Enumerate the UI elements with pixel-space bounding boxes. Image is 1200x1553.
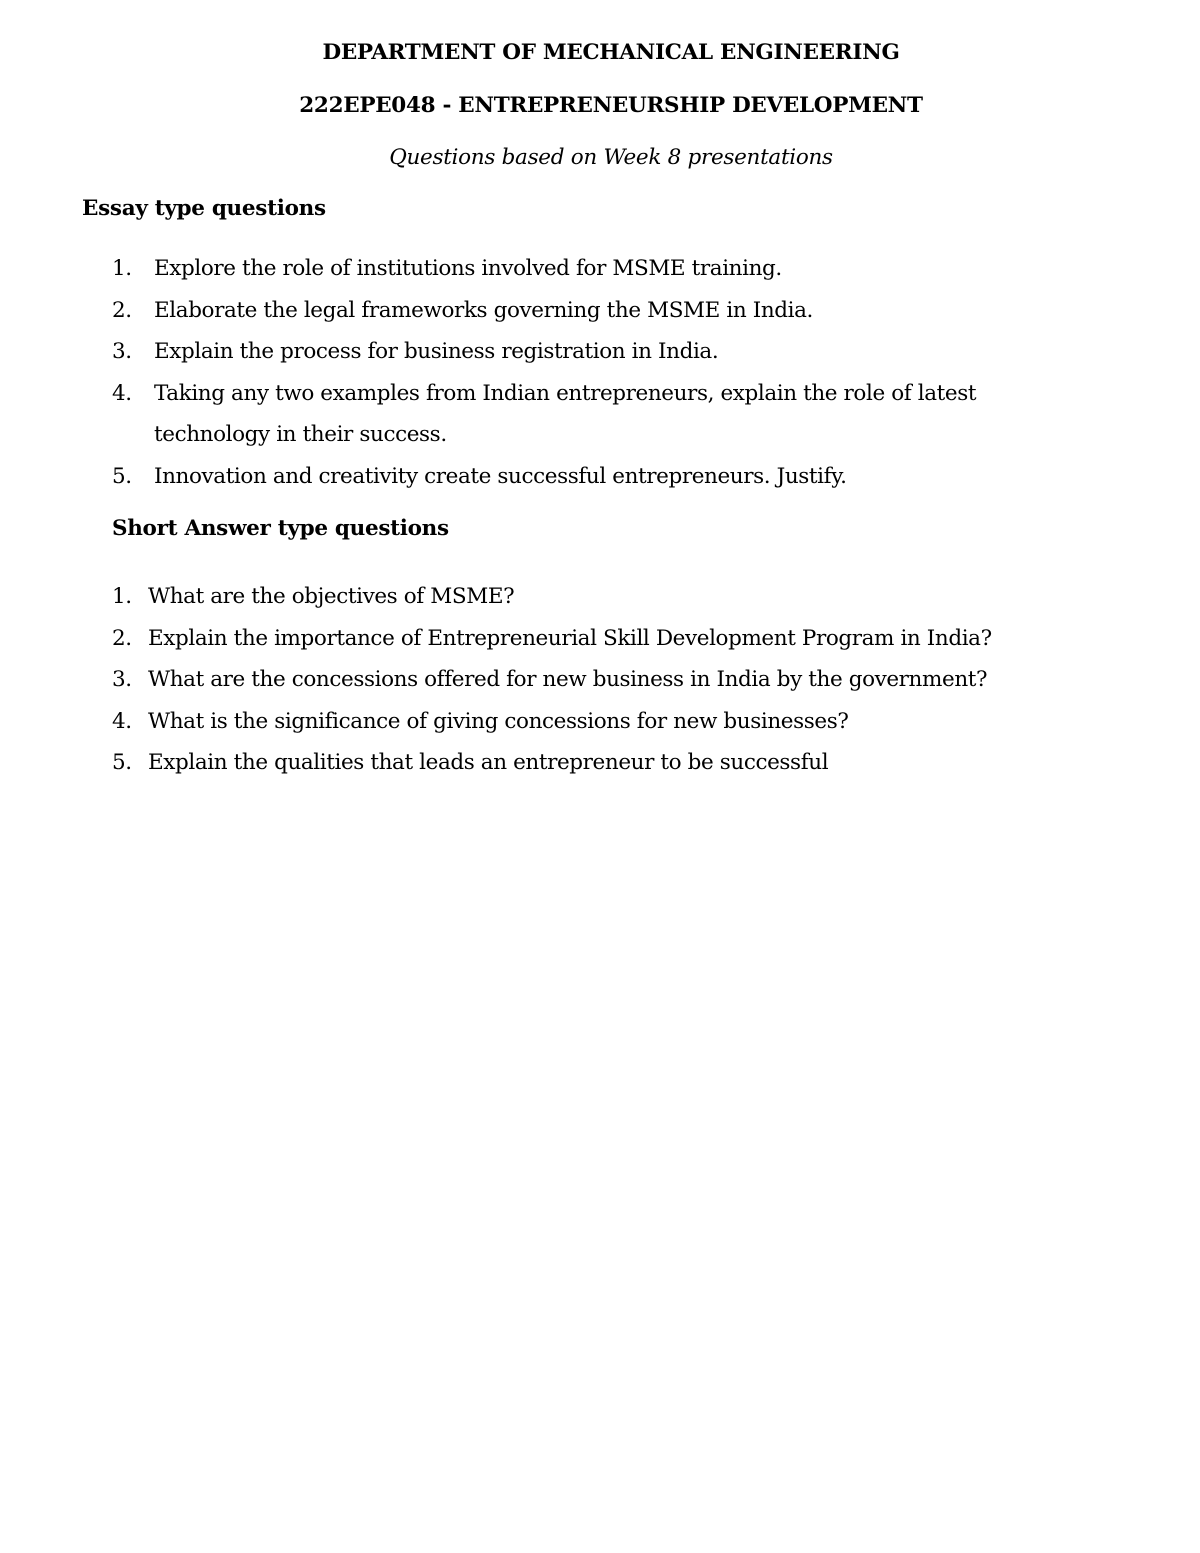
list-item: [112, 576, 1112, 618]
question-text: What are the objectives of MSME?: [148, 584, 515, 609]
question-text: Explain the qualities that leads an entrepreneur to be successful: [148, 750, 829, 775]
question-text: Elaborate the legal frameworks governing the MSME in India.: [154, 297, 813, 323]
list-item: [112, 373, 1074, 456]
question-number: 1.: [112, 584, 132, 609]
short-answer-question-list: [112, 576, 1112, 784]
list-item: [112, 248, 1112, 290]
list-item: [112, 701, 1112, 743]
list-item: [112, 742, 1112, 784]
document-subtitle: Questions based on Week 8 presentations: [389, 145, 833, 170]
list-item: [112, 618, 1112, 660]
question-number: 2.: [112, 297, 132, 323]
department-title: DEPARTMENT OF MECHANICAL ENGINEERING: [322, 40, 900, 65]
question-number: 4.: [112, 380, 132, 406]
question-text: Explain the process for business registration in India.: [154, 339, 719, 364]
short-answer-section-heading: Short Answer type questions: [112, 516, 449, 541]
question-number: 2.: [112, 625, 132, 651]
list-item: [112, 456, 1112, 498]
question-text: What is the significance of giving concessions for new businesses?: [148, 708, 849, 734]
question-text: What are the concessions offered for new business in India by the government?: [148, 667, 988, 692]
essay-question-list: [112, 248, 1112, 497]
list-item: [112, 331, 1112, 373]
question-text: Taking any two examples from Indian entrepreneurs, explain the role of latest technology in their success.: [154, 380, 977, 447]
question-number: 3.: [112, 667, 132, 692]
list-item: [112, 659, 1112, 701]
course-title: 222EPE048 - ENTREPRENEURSHIP DEVELOPMENT: [299, 93, 923, 118]
list-item: [112, 290, 1112, 332]
question-number: 4.: [112, 708, 132, 734]
question-number: 1.: [112, 256, 132, 281]
question-number: 3.: [112, 339, 132, 364]
question-number: 5.: [112, 750, 132, 775]
question-number: 5.: [112, 463, 132, 489]
question-text: Explain the importance of Entrepreneurial Skill Development Program in India?: [148, 625, 992, 651]
essay-section-heading: Essay type questions: [82, 196, 326, 221]
question-text: Innovation and creativity create successful entrepreneurs. Justify.: [154, 463, 847, 489]
question-text: Explore the role of institutions involved for MSME training.: [154, 256, 782, 281]
